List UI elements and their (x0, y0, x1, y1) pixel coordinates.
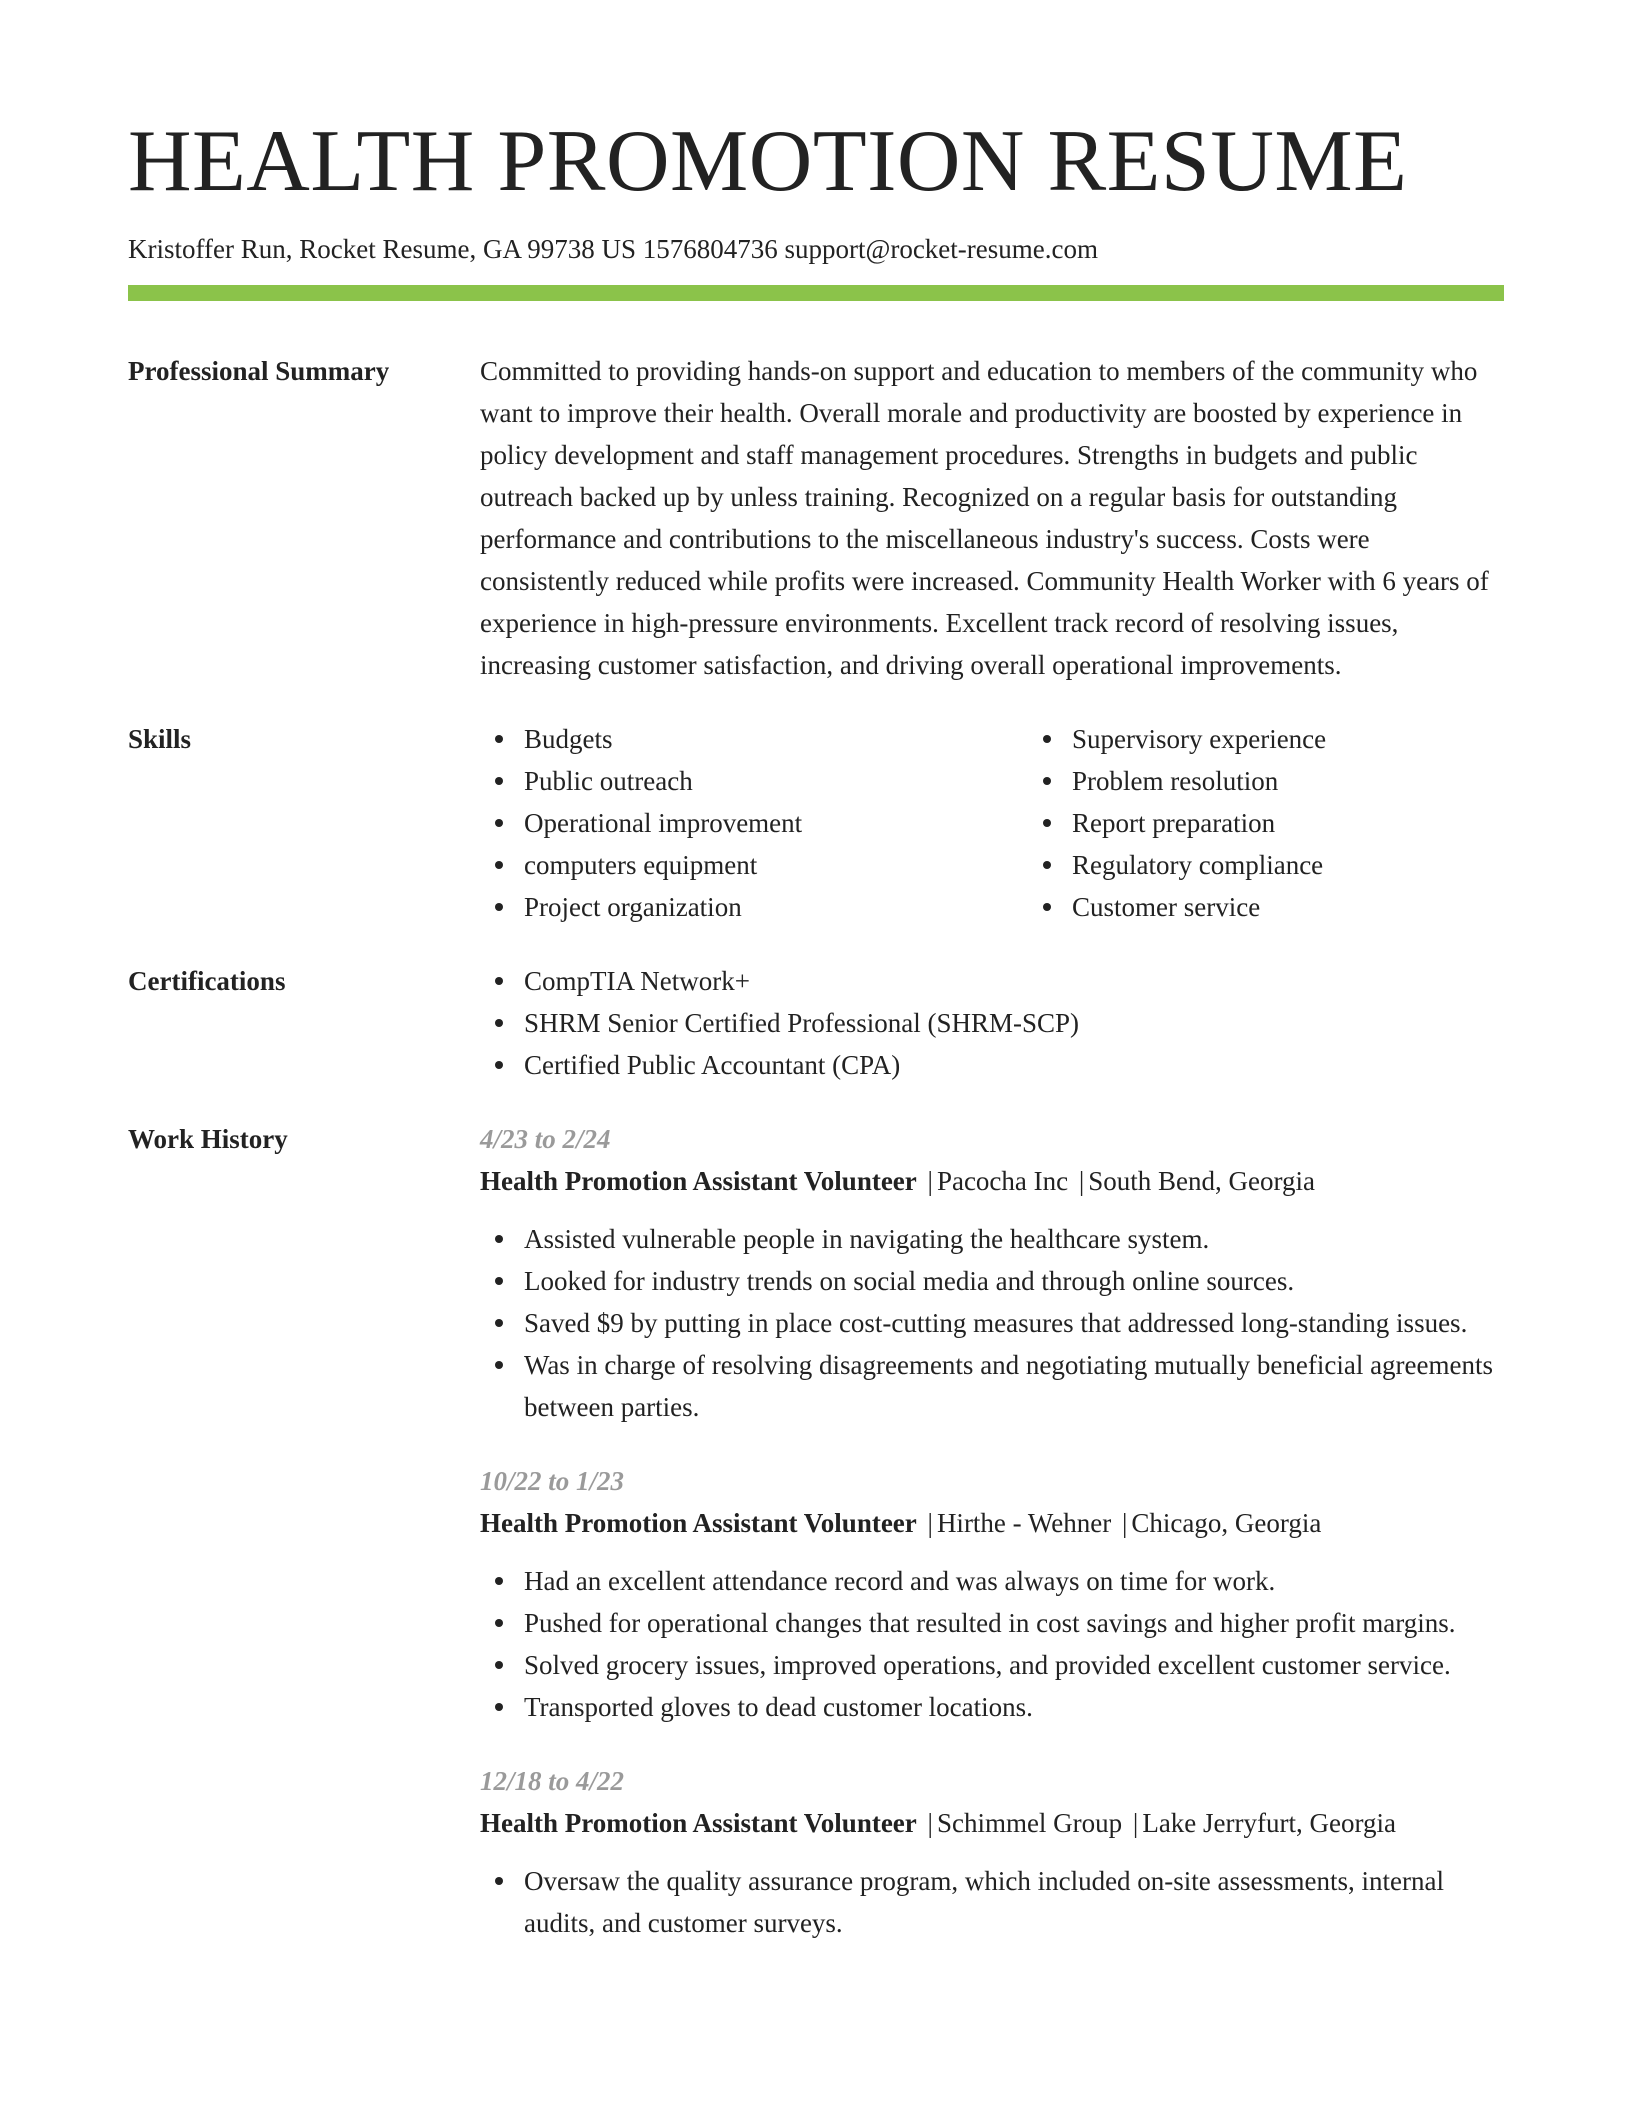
job-title: Health Promotion Assistant Volunteer (480, 1166, 917, 1196)
certification-item: CompTIA Network+ (524, 960, 1504, 1002)
resume-title: HEALTH PROMOTION RESUME (128, 113, 1408, 210)
skill-item: Regulatory compliance (1072, 844, 1576, 886)
job-duty: Was in charge of resolving disagreements and negotiating mutually beneficial agreements between parties. (524, 1344, 1504, 1428)
resume-sections (128, 350, 1504, 1976)
job-duty: Transported gloves to dead customer locations. (524, 1686, 1504, 1728)
job-duty: Pushed for operational changes that resulted in cost savings and higher profit margins. (524, 1602, 1504, 1644)
job-company: Pacocha Inc (936, 1166, 1069, 1196)
professional-summary-section (128, 350, 1504, 686)
skill-item: Budgets (524, 718, 1028, 760)
separator: | (1132, 1808, 1139, 1838)
job-title: Health Promotion Assistant Volunteer (480, 1508, 917, 1538)
job-dates: 10/22 to 1/23 (480, 1466, 625, 1496)
job-entry (480, 1118, 1504, 1428)
skill-item: Operational improvement (524, 802, 1028, 844)
skill-item: Project organization (524, 886, 1028, 928)
job-duty: Looked for industry trends on social media and through online sources. (524, 1260, 1504, 1302)
certification-item: Certified Public Accountant (CPA) (524, 1044, 1504, 1086)
certifications-list (480, 960, 1504, 1086)
job-duties-list (480, 1218, 1504, 1428)
certifications-section (128, 960, 1504, 1086)
job-duty: Had an excellent attendance record and was always on time for work. (524, 1560, 1504, 1602)
separator: | (1121, 1508, 1128, 1538)
job-entry (480, 1460, 1504, 1728)
job-header (480, 1160, 1504, 1202)
section-label-summary: Professional Summary (128, 356, 390, 386)
section-label-certifications: Certifications (128, 966, 286, 996)
certification-item: SHRM Senior Certified Professional (SHRM-SCP) (524, 1002, 1504, 1044)
job-header (480, 1802, 1504, 1844)
skills-section (128, 718, 1504, 928)
job-location: Chicago, Georgia (1131, 1508, 1322, 1538)
skills-list-right (1028, 718, 1576, 928)
section-label-work-history: Work History (128, 1124, 288, 1154)
section-label-skills: Skills (128, 724, 192, 754)
job-location: Lake Jerryfurt, Georgia (1142, 1808, 1396, 1838)
contact-line: Kristoffer Run, Rocket Resume, GA 99738 US 1576804736 support@rocket-resume.com (128, 234, 1098, 264)
work-history-body (480, 1118, 1504, 1976)
separator: | (927, 1808, 933, 1838)
skill-item: Supervisory experience (1072, 718, 1576, 760)
separator: | (1078, 1166, 1085, 1196)
skill-item: Problem resolution (1072, 760, 1576, 802)
accent-divider (128, 285, 1504, 301)
summary-text: Committed to providing hands-on support and education to members of the community who want to improve their health. Overall morale and productivity are boosted by experience in policy development and staff management procedures. Strengths in budgets and public outreach backed up by unless training. Recognized on a regular basis for outstanding performance and contributions to the miscellaneous industry's success. Costs were consistently reduced while profits were increased. Community Health Worker with 6 years of experience in high-pressure environments. Excellent track record of resolving issues, increasing customer satisfaction, and driving overall operational improvements. (480, 356, 1489, 680)
job-entry (480, 1760, 1504, 1944)
skill-item: Customer service (1072, 886, 1576, 928)
job-header (480, 1502, 1504, 1544)
job-duty: Saved $9 by putting in place cost-cutting measures that addressed long-standing issues. (524, 1302, 1504, 1344)
job-duty: Solved grocery issues, improved operations, and provided excellent customer service. (524, 1644, 1504, 1686)
skill-item: Public outreach (524, 760, 1028, 802)
job-duties-list (480, 1560, 1504, 1728)
skills-list-left (480, 718, 1028, 928)
work-history-section (128, 1118, 1504, 1976)
job-duty: Assisted vulnerable people in navigating the healthcare system. (524, 1218, 1504, 1260)
skill-item: computers equipment (524, 844, 1028, 886)
job-duties-list (480, 1860, 1504, 1944)
job-dates: 12/18 to 4/22 (480, 1766, 625, 1796)
job-duty: Oversaw the quality assurance program, which included on-site assessments, internal audits, and customer surveys. (524, 1860, 1504, 1944)
skills-columns (480, 718, 1576, 928)
job-dates: 4/23 to 2/24 (480, 1124, 611, 1154)
separator: | (927, 1508, 933, 1538)
job-company: Schimmel Group (936, 1808, 1123, 1838)
separator: | (927, 1166, 933, 1196)
job-location: South Bend, Georgia (1088, 1166, 1316, 1196)
job-company: Hirthe - Wehner (936, 1508, 1112, 1538)
certifications-body (480, 960, 1504, 1086)
skill-item: Report preparation (1072, 802, 1576, 844)
job-title: Health Promotion Assistant Volunteer (480, 1808, 917, 1838)
